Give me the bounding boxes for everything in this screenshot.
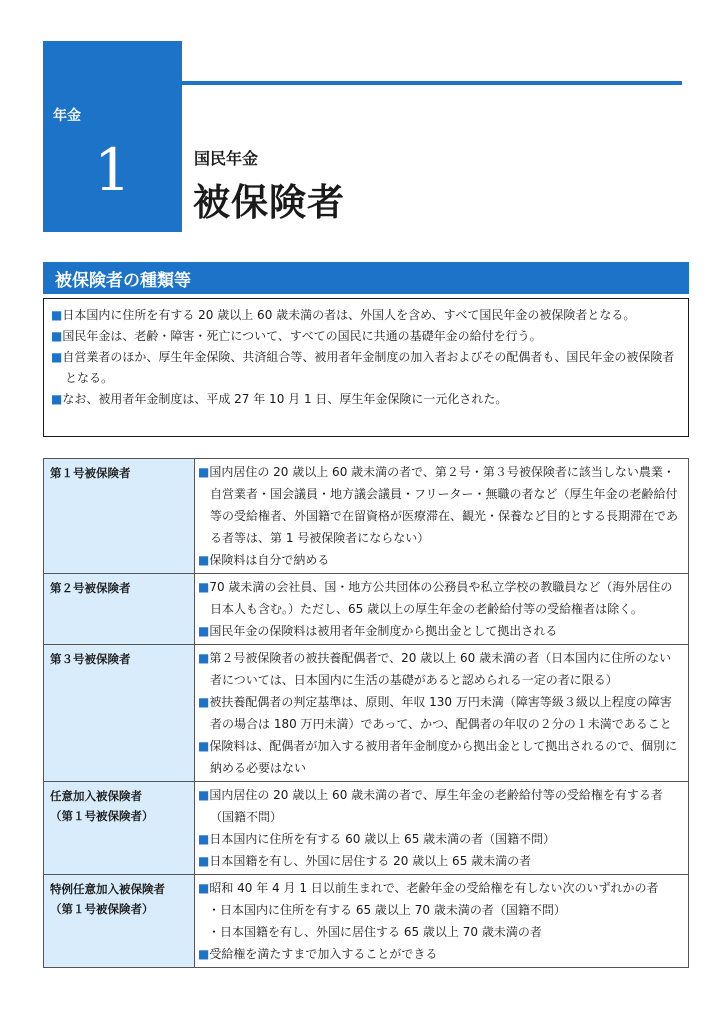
category-cell: 任意加入被保険者 （第１号被保険者） <box>44 782 195 875</box>
chapter-number: 1 <box>94 136 131 204</box>
category-cell: 第１号被保険者 <box>44 459 195 574</box>
category-cell: 第２号被保険者 <box>44 574 195 645</box>
square-bullet-icon: ■ <box>198 580 210 594</box>
square-bullet-icon: ■ <box>198 881 210 895</box>
description-cell <box>195 782 689 875</box>
chapter-box <box>43 41 182 232</box>
summary-box <box>43 298 689 437</box>
point-item: ■昭和 40 年 4 月 1 日以前生まれで、老齢年金の受給権を有しない次のいずれかの者 <box>198 881 659 895</box>
insured-types-table <box>43 458 689 968</box>
point-item: ■受給権を満たすまで加入することができる <box>198 947 438 961</box>
sub-bullet-item: ・日本国内に住所を有する 65 歳以上 70 歳未満の者（国籍不問） <box>208 903 566 917</box>
chapter-label: 年金 <box>53 108 81 124</box>
point-item: ■国民年金の保険料は被用者年金制度から拠出金として拠出される <box>198 624 558 638</box>
summary-item: ■国民年金は、老齢・障害・死亡について、すべての国民に共通の基礎年金の給付を行う。 <box>51 329 542 343</box>
square-bullet-icon: ■ <box>198 553 210 567</box>
square-bullet-icon: ■ <box>51 308 63 322</box>
square-bullet-icon: ■ <box>198 695 210 709</box>
square-bullet-icon: ■ <box>51 392 63 406</box>
square-bullet-icon: ■ <box>51 350 63 364</box>
point-item: ■国内居住の 20 歳以上 60 歳未満の者で、厚生年金の老齢給付等の受給権を有する者（国籍不問） <box>198 788 663 824</box>
summary-item: ■自営業者のほか、厚生年金保険、共済組合等、被用者年金制度の加入者およびその配偶者も、国民年金の被保険者となる。 <box>51 350 675 385</box>
table-row <box>44 875 689 968</box>
table-row <box>44 645 689 782</box>
sub-bullet-item: ・日本国籍を有し、外国に居住する 65 歳以上 70 歳未満の者 <box>208 925 542 939</box>
dot-bullet-icon: ・ <box>208 925 221 939</box>
description-cell <box>195 574 689 645</box>
point-item: ■日本国籍を有し、外国に居住する 20 歳以上 65 歳未満の者 <box>198 854 532 868</box>
summary-item: ■なお、被用者年金制度は、平成 27 年 10 月 1 日、厚生年金保険に一元化された。 <box>51 392 508 406</box>
square-bullet-icon: ■ <box>198 947 210 961</box>
category-cell: 第３号被保険者 <box>44 645 195 782</box>
square-bullet-icon: ■ <box>51 329 63 343</box>
summary-item: ■日本国内に住所を有する 20 歳以上 60 歳未満の者は、外国人を含め、すべて国民年金の被保険者となる。 <box>51 308 636 322</box>
category-cell: 特例任意加入被保険者 （第１号被保険者） <box>44 875 195 968</box>
point-item: ■被扶養配偶者の判定基準は、原則、年収 130 万円未満（障害等級３級以上程度の障害者の場合は 180 万円未満）であって、かつ、配偶者の年収の２分の１未満であること <box>198 695 672 731</box>
point-item: ■国内居住の 20 歳以上 60 歳未満の者で、第２号・第３号被保険者に該当しない農業・自営業者・国会議員・地方議会議員・フリーター・無職の者など（厚生年金の老齢給付等の受給権者、外国籍で在留資格が医療滞在、観光・保養など目的とする長期滞在である者等は、第 1 号被保険者にならない） <box>198 465 679 545</box>
point-item: ■70 歳未満の会社員、国・地方公共団体の公務員や私立学校の教職員など（海外居住の日本人も含む。）ただし、65 歳以上の厚生年金の老齢給付等の受給権者は除く。 <box>198 580 673 616</box>
point-item: ■保険料は自分で納める <box>198 553 330 567</box>
page-title: 被保険者 <box>193 181 345 224</box>
point-item: ■日本国内に住所を有する 60 歳以上 65 歳未満の者（国籍不問） <box>198 832 556 846</box>
square-bullet-icon: ■ <box>198 465 210 479</box>
square-bullet-icon: ■ <box>198 854 210 868</box>
square-bullet-icon: ■ <box>198 624 210 638</box>
table-row <box>44 459 689 574</box>
square-bullet-icon: ■ <box>198 651 210 665</box>
square-bullet-icon: ■ <box>198 832 210 846</box>
section-title: 被保険者の種類等 <box>55 271 191 291</box>
page-subtitle: 国民年金 <box>194 149 259 168</box>
description-cell <box>195 645 689 782</box>
table-row <box>44 574 689 645</box>
dot-bullet-icon: ・ <box>208 903 221 917</box>
point-item: ■第２号被保険者の被扶養配偶者で、20 歳以上 60 歳未満の者（日本国内に住所のない者については、日本国内に生活の基礎があると認められる一定の者に限る） <box>198 651 672 687</box>
point-item: ■保険料は、配偶者が加入する被用者年金制度から拠出金として拠出されるので、個別に納める必要はない <box>198 739 678 775</box>
table-row <box>44 782 689 875</box>
section-header <box>43 262 689 294</box>
square-bullet-icon: ■ <box>198 739 210 753</box>
square-bullet-icon: ■ <box>198 788 210 802</box>
description-cell <box>195 875 689 968</box>
header-rule <box>182 81 682 85</box>
description-cell <box>195 459 689 574</box>
